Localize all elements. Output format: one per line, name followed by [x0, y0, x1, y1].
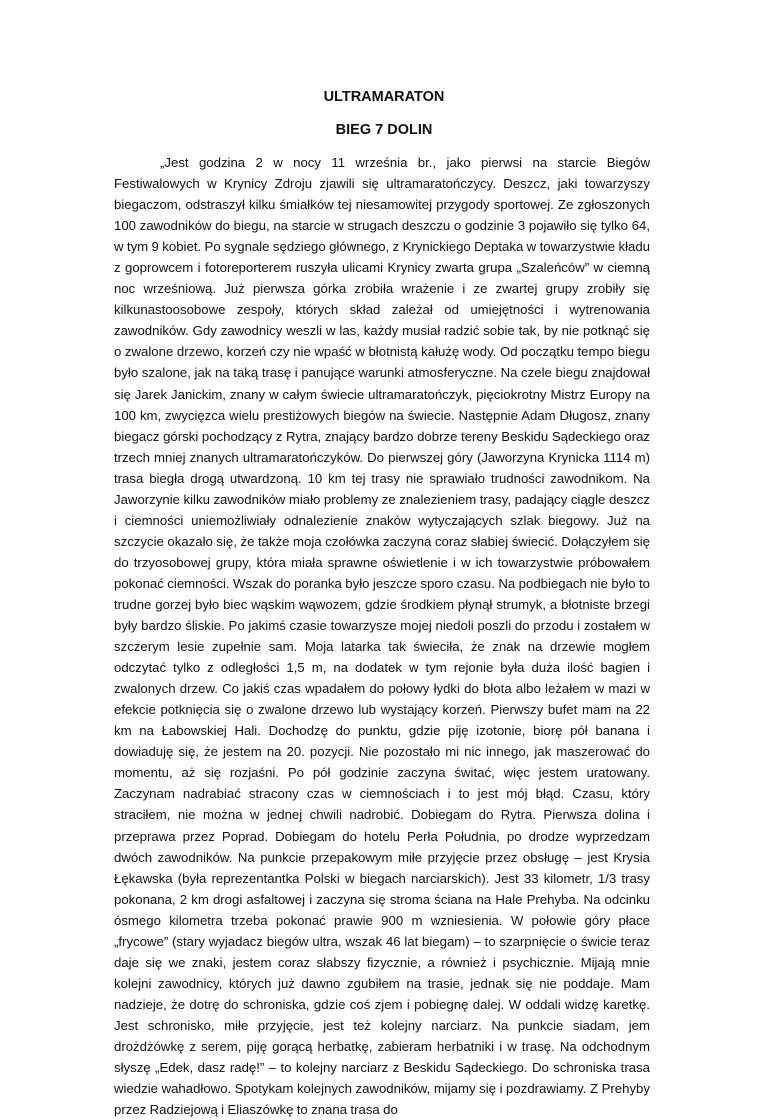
document-title: ULTRAMARATON	[323, 89, 445, 105]
document-subtitle: BIEG 7 DOLIN	[335, 122, 433, 138]
article-body: „Jest godzina 2 w nocy 11 września br., jako pierwsi na starcie Biegów Festiwalowych w Krynicy Zdroju zjawili się ultramaratończycy. Deszcz, jaki towarzyszy biegaczom, odstraszył kilku śmiałków tej niesamowitej przygody sportowej. Ze zgłoszonych 100 zawodników do biegu, na starcie w strugach deszczu o godzinie 3 pojawiło się tylko 64, w tym 9 kobiet. Po sygnale sędziego głównego, z Krynickiego Deptaka w towarzystwie kładu z goprowcem i fotoreporterem ruszyła ulicami Krynicy zwarta grupa „Szaleńców” w ciemną noc wrześniową. Już pierwsza górka zrobiła wrażenie i ze zwartej grupy zrobiły się kilkunastoosobowe zespoły, których skład zależał od umiejętności i wytrenowania zawodników. Gdy zawodnicy weszli w las, każdy musiał radzić sobie tak, by nie potknąć się o zwalone drzewo, korzeń czy nie wpaść w błotnistą kałużę wody. Od początku tempo biegu było szalone, jak na taką trasę i panujące warunki atmosferyczne. Na czele biegu znajdował się Jarek Janickim, znany w całym świecie ultramaratończyk, pięciokrotny Mistrz Europy na 100 km, zwycięzca wielu prestiżowych biegów na świecie. Następnie Adam Długosz, znany biegacz górski pochodzący z Rytra, znający bardzo dobrze tereny Beskidu Sądeckiego oraz trzech mniej znanych ultramaratończyków. Do pierwszej góry (Jaworzyna Krynicka 1114 m) trasa biegła drogą utwardzoną. 10 km tej trasy nie sprawiało trudności zawodnikom. Na Jaworzynie kilku zawodników miało problemy ze znalezieniem trasy, padający ciągle deszcz i ciemności uniemożliwiały odnalezienie znaków wytyczających szlak biegowy. Już na szczycie okazało się, że także moja czołówka zaczyna coraz słabiej świecić. Dołączyłem się do trzyosobowej grupy, która miała sprawne oświetlenie i w ich towarzystwie próbowałem pokonać ciemności. Wszak do poranka było jeszcze sporo czasu. Na podbiegach nie było to trudne gorzej było biec wąskim wąwozem, gdzie środkiem płynął strumyk, a błotniste brzegi były bardzo śliskie. Po jakimś czasie towarzysze mojej niedoli poszli do przodu i zostałem w szczerym lesie zupełnie sam. Moja latarka tak świeciła, że znak na drzewie mogłem odczytać tylko z odległości 1,5 m, na dodatek w tym rejonie była duża ilość bagien i zwalonych drzew. Co jakiś czas wpadałem do połowy łydki do błota albo leżałem w mazi w efekcie potknięcia się o zwalone drzewo lub wystający korzeń. Pierwszy bufet mam na 22 km na Łabowskiej Hali. Dochodzę do punktu, gdzie piję izotonie, biorę pół banana i dowiaduję się, że jestem na 20. pozycji. Nie pozostało mi nic innego, jak maszerować do momentu, aż się rozjaśni. Po pół godzinie zaczyna świtać, więc jestem uratowany. Zaczynam nadrabiać stracony czas w ciemnościach i to jest mój błąd. Czasu, który straciłem, nie można w jednej chwili nadrobić. Dobiegam do Rytra. Pierwsza dolina i przeprawa przez Poprad. Dobiegam do hotelu Perła Południa, po drodze wyprzedzam dwóch zawodników. Na punkcie przepakowym miłe przyjęcie przez obsługę – jest Krysia Łękawska (była reprezentantka Polski w biegach narciarskich). Jest 33 kilometr, 1/3 trasy pokonana, 2 km drogi asfaltowej i zaczyna się stroma ściana na Hale Prehyba. Na odcinku ósmego kilometra trzeba pokonać prawie 900 m wzniesienia. W połowie góry płace „frycowe” (stary wyjadacz biegów ultra, wszak 46 lat biegam) – to szarpnięcie o świcie teraz daje się we znaki, jestem coraz słabszy fizycznie, a również i psychicznie. Mijają mnie kolejni zawodnicy, których już dawno zgubiłem na trasie, jednak się nie poddaje. Mam nadzieje, że dotrę do schroniska, gdzie coś zjem i pobiegnę dalej. W oddali widzę karetkę. Jest schronisko, miłe przyjęcie, jest też kolejny narciarz. Na punkcie siadam, jem drożdżówkę z serem, piję gorącą herbatkę, zabieram herbatniki i w trasę. Na odchodnym słyszę „Edek, dasz radę!” – to kolejny narciarz z Beskidu Sądeckiego. Do schroniska trasa wiedzie wahadłowo. Spotykam kolejnych zawodników, mijamy się i pozdrawiamy. Z Prehyby przez Radziejową i Eliaszówkę to znana trasa do	[114, 155, 650, 1118]
